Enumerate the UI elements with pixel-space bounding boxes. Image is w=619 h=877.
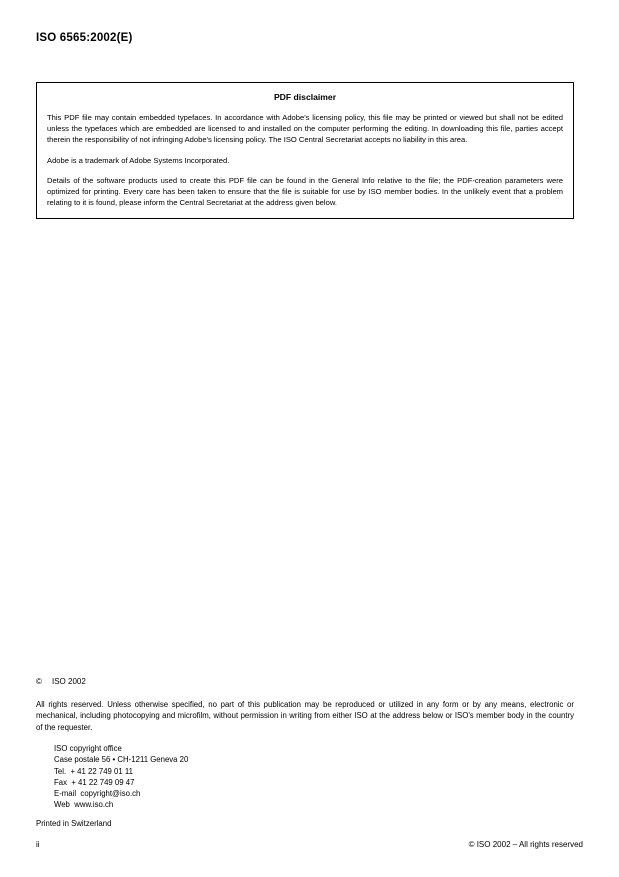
- address-line-tel: Tel. + 41 22 749 01 11: [54, 766, 133, 776]
- address-line-fax: Fax + 41 22 749 09 47: [54, 777, 135, 787]
- iso-copyright-office-address: [54, 743, 574, 810]
- copyright-symbol: ©: [36, 677, 42, 686]
- pdf-disclaimer-paragraph-3: Details of the software products used to create this PDF file can be found in the General Info relative to the file; the PDF-creation parameters were optimized for printing. Every care has been taken to ensure that the file is suitable for use by ISO member bodies. In the unlikely event that a problem relating to it is found, please inform the Central Secretariat at the address given below.: [47, 175, 563, 208]
- pdf-disclaimer-paragraph-1: This PDF file may contain embedded typefaces. In accordance with Adobe's licensing policy, this file may be printed or viewed but shall not be edited unless the typefaces which are embedded are licensed to and installed on the computer performing the editing. In downloading this file, parties accept therein the responsibility of not infringing Adobe's licensing policy. The ISO Central Secretariat accepts no liability in this area.: [47, 113, 563, 145]
- copyright-block: [36, 676, 574, 828]
- pdf-disclaimer-box: [36, 82, 574, 219]
- footer-rights-note: © ISO 2002 – All rights reserved: [468, 840, 583, 849]
- all-rights-reserved-text: All rights reserved. Unless otherwise specified, no part of this publication may be reproduced or utilized in any form or by any means, electronic or mechanical, including photocopying and microfilm, without permission in writing from either ISO at the address below or ISO's member body in the country of the requester.: [36, 700, 574, 732]
- printed-in-line: Printed in Switzerland: [36, 819, 112, 829]
- page-number: ii: [36, 840, 40, 849]
- pdf-disclaimer-title: PDF disclaimer: [273, 92, 337, 102]
- page-header-standard-ref: ISO 6565:2002(E): [36, 32, 133, 44]
- address-line-email: E-mail copyright@iso.ch: [54, 789, 141, 799]
- address-line-web: Web www.iso.ch: [54, 800, 114, 810]
- address-line-postal: Case postale 56 • CH-1211 Geneva 20: [54, 755, 189, 765]
- pdf-disclaimer-paragraph-2: Adobe is a trademark of Adobe Systems Incorporated.: [47, 155, 230, 165]
- copyright-notice-line: [36, 676, 574, 688]
- address-line-office: ISO copyright office: [54, 744, 122, 754]
- page-footer: [36, 840, 583, 854]
- copyright-year-owner: ISO 2002: [52, 677, 86, 686]
